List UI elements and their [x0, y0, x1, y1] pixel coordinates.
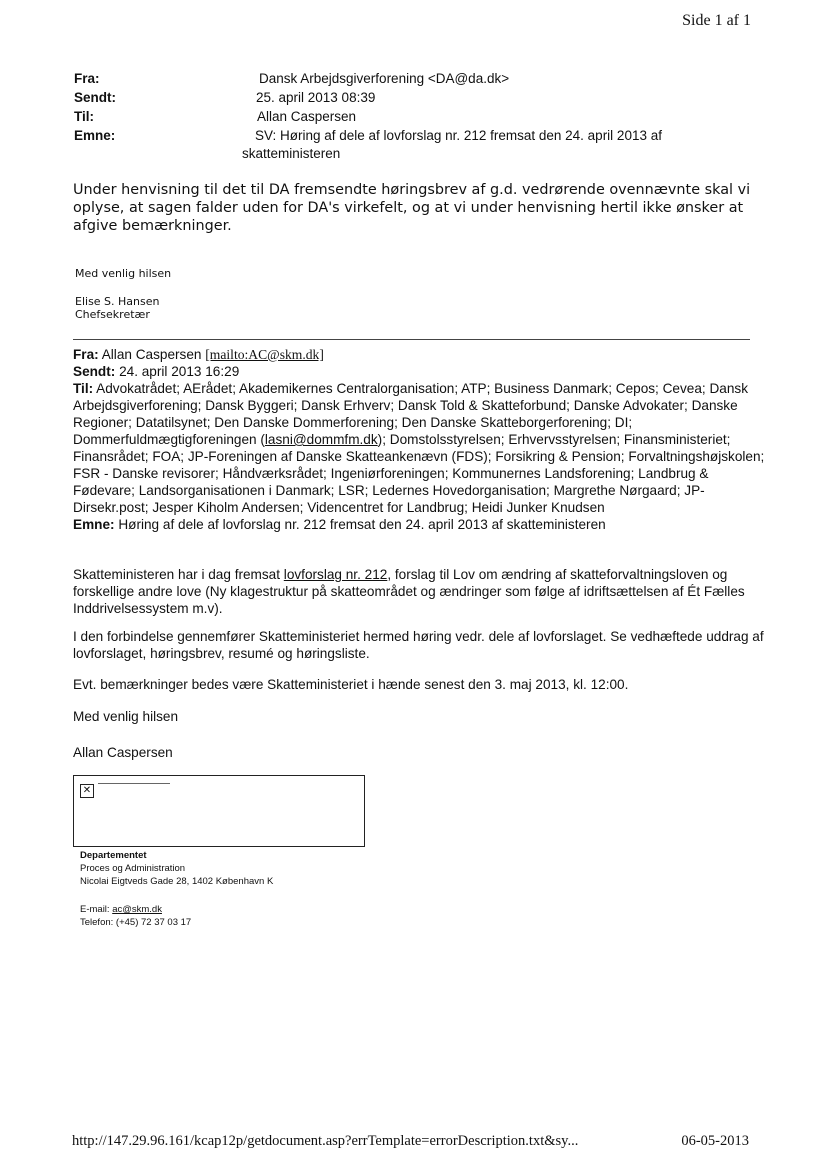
original-to-label: Til:: [73, 381, 94, 396]
signature-phone: Telefon: (+45) 72 37 03 17: [80, 917, 192, 928]
reply-greeting: Med venlig hilsen: [75, 267, 172, 280]
signature-email-link[interactable]: ac@skm.dk: [112, 904, 162, 915]
lovforslag-link[interactable]: lovforslag nr. 212: [283, 567, 388, 582]
reply-signer-name: Elise S. Hansen: [75, 295, 160, 308]
original-signer: Allan Caspersen: [73, 745, 173, 760]
signature-department: Departementet: [80, 850, 147, 861]
image-placeholder-line: [98, 783, 170, 784]
para1-text-a: Skatteministeren har i dag fremsat: [73, 567, 284, 582]
original-from-label: Fra:: [73, 347, 99, 362]
reply-sent-value: 25. april 2013 08:39: [256, 90, 376, 105]
original-header: [73, 346, 773, 533]
footer-date: 06-05-2013: [681, 1133, 749, 1149]
reply-subject-label: Emne:: [74, 128, 116, 143]
footer-url: http://147.29.96.161/kcap12p/getdocument.asp?errTemplate=errorDescription.txt&sy...: [72, 1133, 579, 1149]
original-sent-label: Sendt:: [73, 364, 116, 379]
original-mailto-link[interactable]: [mailto:AC@skm.dk]: [205, 347, 324, 362]
signature-address: Nicolai Eigtveds Gade 28, 1402 København K: [80, 876, 274, 887]
original-from-value: Allan Caspersen: [101, 347, 202, 362]
reply-body: Under henvisning til det til DA fremsendte høringsbrev af g.d. vedrørende ovennævnte skal vi oplyse, at sagen falder uden for DA's virkefelt, og at vi under henvisning hertil ikke ønsker at afgive bemærkninger.: [73, 182, 751, 234]
signature-image-frame: [73, 775, 365, 847]
reply-to-value: Allan Caspersen: [257, 109, 357, 124]
broken-image-icon: ✕: [80, 784, 94, 798]
reply-from-label: Fra:: [74, 71, 100, 86]
signature-email-label: E-mail:: [80, 904, 113, 915]
original-greeting: Med venlig hilsen: [73, 709, 179, 724]
message-divider: [73, 339, 750, 340]
original-paragraph-1: [73, 566, 773, 617]
original-from-line: [73, 346, 773, 363]
dommfm-email-link[interactable]: lasni@dommfm.dk: [264, 432, 378, 447]
original-to-value-2: ); Domstolsstyrelsen; Erhvervsstyrelsen; Finansministeriet; Finansrådet; FOA; JP-Foreningen af Danske Skatteankenævn (FDS); Forsikring & Pension; Forvaltningshøjskolen; FSR - Danske revisorer; Håndværksrådet; Ingeniørforeningen; Kommunernes Landsforening; Landbrug & Fødevare; Landsorganisationen i Danmark; LSR; Ledernes Hovedorganisation; Margrethe Nørgaard; JP-Dirsekr.post; Jesper Kiholm Andersen; Videncentret for Landbrug; Heidi Junker Knudsen: [73, 432, 765, 515]
page-number: Side 1 af 1: [682, 12, 751, 29]
signature-unit: Proces og Administration: [80, 863, 186, 874]
para1-text-b: , forslag til Lov om ændring af skatteforvaltningsloven og forskellige andre love (Ny klagestruktur på skatteområdet og ændringer som følge af idriftsættelsen af Ét Fælles Inddrivelsessystem m.v).: [73, 567, 745, 616]
original-subject-value: Høring af dele af lovforslag nr. 212 fremsat den 24. april 2013 af skatteministeren: [118, 517, 606, 532]
original-paragraph-3: Evt. bemærkninger bedes være Skatteministeriet i hænde senest den 3. maj 2013, kl. 12:00.: [73, 677, 629, 692]
original-paragraph-2: I den forbindelse gennemfører Skatteministeriet hermed høring vedr. dele af lovforslaget. Se vedhæftede uddrag af lovforslaget, høringsbrev, resumé og høringsliste.: [73, 629, 764, 661]
reply-sent-label: Sendt:: [74, 90, 116, 105]
reply-to-label: Til:: [74, 109, 94, 124]
original-subject-label: Emne:: [73, 517, 115, 532]
original-subject-line: [73, 516, 773, 533]
original-to-value-1: Advokatrådet; AErådet; Akademikernes Centralorganisation; ATP; Business Danmark; Cepos; Cevea; Dansk Arbejdsgiverforening; Dansk Byggeri; Dansk Erhverv; Dansk Told & Skatteforbund; Danske Advokater; Danske Regioner; Datatilsynet; Den Danske Dommerforening; Den Danske Skatteborgerforening; DI; Dommerfuldmægtigforeningen (: [73, 381, 748, 447]
original-to-line: [73, 380, 773, 516]
reply-signer-title: Chefsekretær: [75, 308, 150, 321]
reply-subject-value-1: SV: Høring af dele af lovforslag nr. 212 fremsat den 24. april 2013 af: [255, 128, 662, 143]
reply-from-value: Dansk Arbejdsgiverforening <DA@da.dk>: [259, 71, 510, 86]
signature-email-line: [80, 904, 162, 917]
original-sent-line: [73, 363, 773, 380]
reply-subject-value-2: skatteministeren: [242, 146, 341, 161]
original-sent-value: 24. april 2013 16:29: [119, 364, 240, 379]
